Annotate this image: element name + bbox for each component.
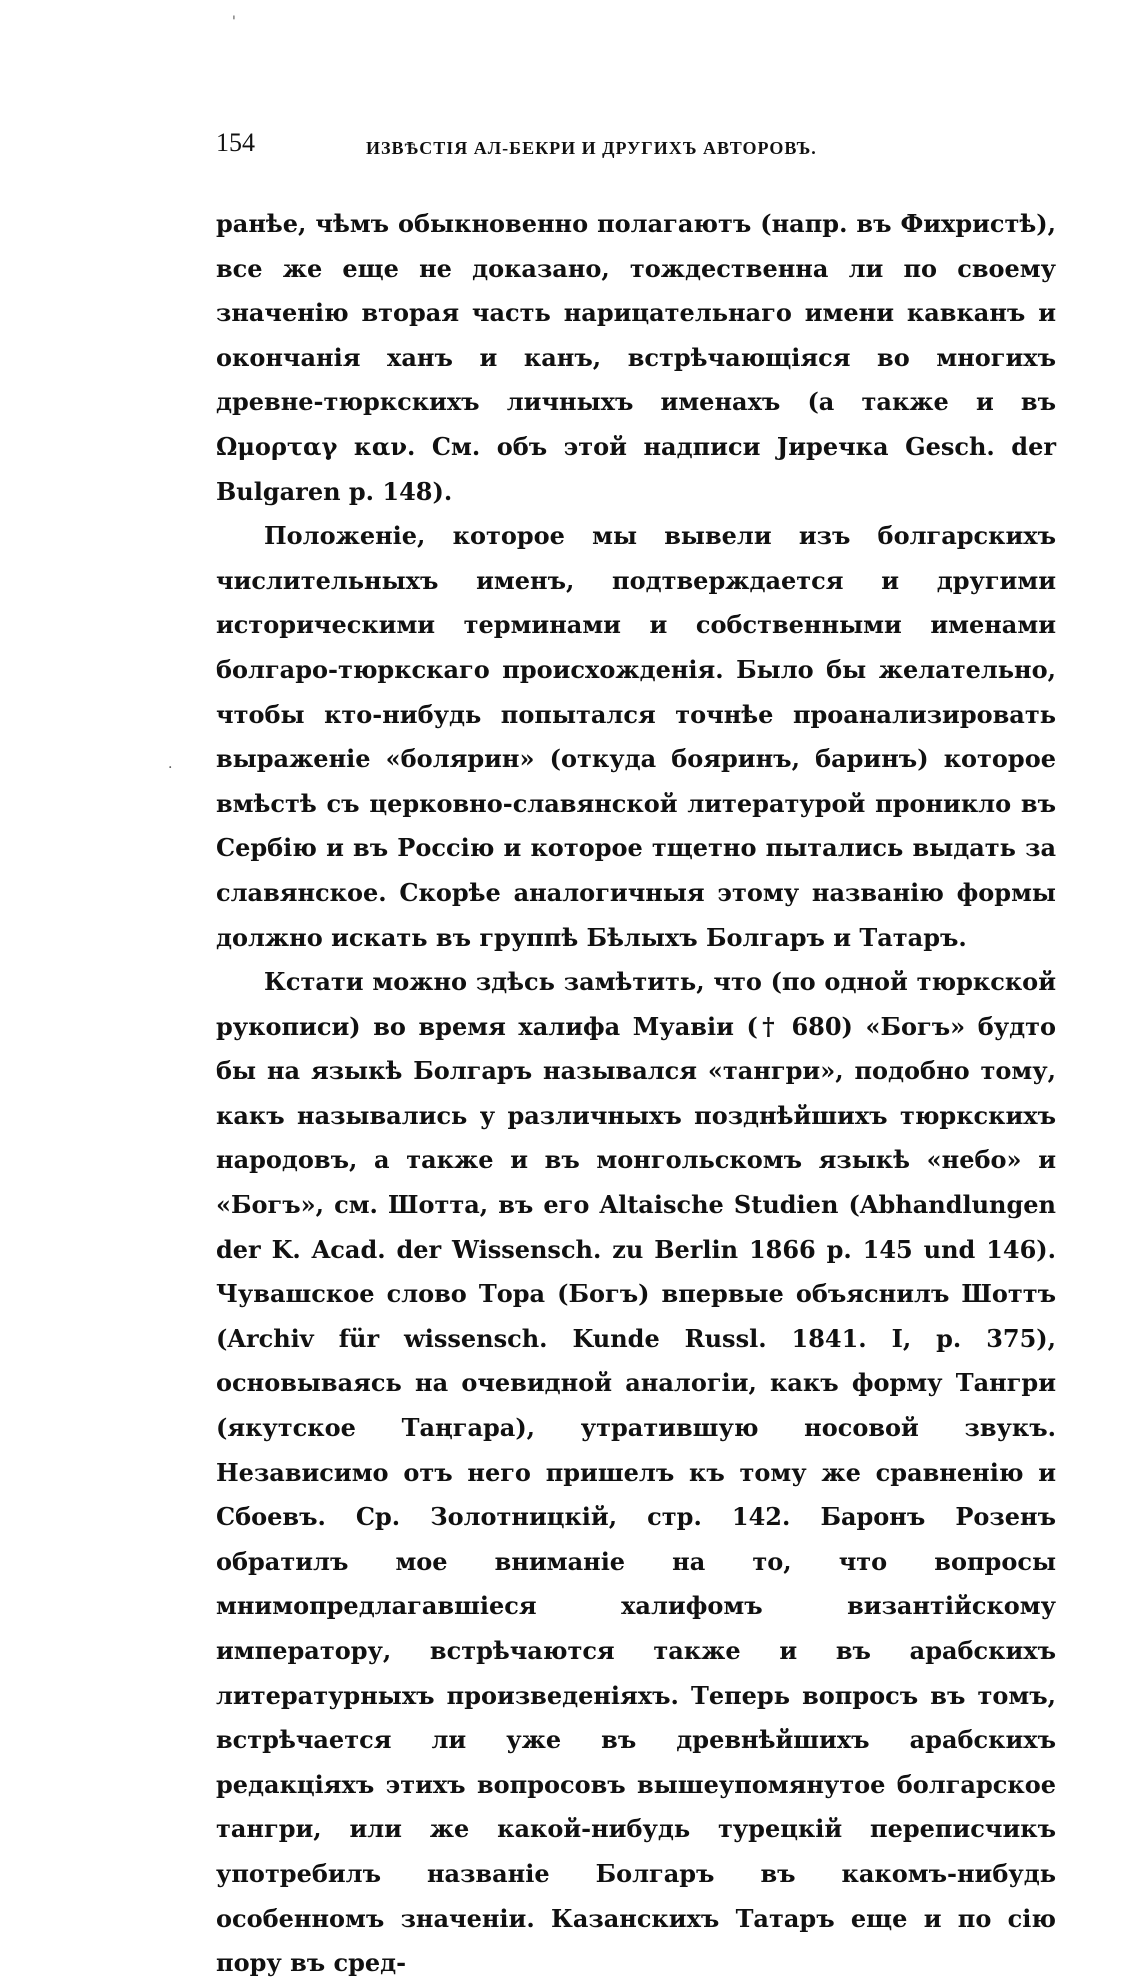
running-title: ИЗВѢСТІЯ АЛ-БЕКРИ И ДРУГИХЪ АВТОРОВЪ.	[366, 138, 817, 158]
book-page	[216, 128, 1056, 1986]
page-number: 154	[216, 128, 255, 157]
paragraph-bulgarian-terms: Положеніе, которое мы вывели изъ болгарскихъ числительныхъ именъ, подтверждается и другими историческими терминами и собственными именами болгаро-тюркскаго происхожденія. Было бы желательно, чтобы кто-нибудь попытался точнѣе проанализировать выраженіе «болярин» (откуда бояринъ, баринъ) которое вмѣстѣ съ церковно-славянской литературой проникло въ Сербію и въ Россію и которое тщетно пытались выдать за славянское. Скорѣе аналогичныя этому названію формы должно искать въ группѣ Бѣлыхъ Болгаръ и Татаръ.	[216, 521, 1056, 952]
edge-mark-top: '	[232, 14, 236, 30]
paragraph-continuation: ранѣе, чѣмъ обыкновенно полагаютъ (напр. въ Фихристѣ), все же еще не доказано, тождественна ли по своему значенію вторая часть нарицательнаго имени кавканъ и окончанія ханъ и канъ, встрѣчающіяся во многихъ древне-тюркскихъ личныхъ именахъ (а также и въ Ωμορταγ καν. См. объ этой надписи Jиречка Gesch. der Bulgaren p. 148).	[216, 209, 1056, 506]
edge-mark-left: .	[168, 756, 173, 772]
page-header	[216, 128, 1056, 168]
paragraph-tangri: Кстати можно здѣсь замѣтить, что (по одной тюркской рукописи) во время халифа Муавіи († 680) «Богъ» будто бы на языкѣ Болгаръ назывался «тангри», подобно тому, какъ назывались у различныхъ позднѣйшихъ тюркскихъ народовъ, а также и въ монгольскомъ языкѣ «небо» и «Богъ», см. Шотта, въ его Altaische Studien (Abhandlungen der K. Acad. der Wissensch. zu Berlin 1866 p. 145 und 146). Чувашское слово Тора (Богъ) впервые объяснилъ Шоттъ (Archiv für wissensch. Kunde Russl. 1841. I, p. 375), основываясь на очевидной аналогіи, какъ форму Тангри (якутское Таңгара), утратившую носовой звукъ. Независимо отъ него пришелъ къ тому же сравненію и Сбоевъ. Ср. Золотницкій, стр. 142. Баронъ Розенъ обратилъ мое вниманіе на то, что вопросы мнимопредлагавшіеся халифомъ византійскому императору, встрѣчаются также и въ арабскихъ литературныхъ произведеніяхъ. Теперь вопросъ въ томъ, встрѣчается ли уже въ древнѣйшихъ арабскихъ редакціяхъ этихъ вопросовъ вышеупомянутое болгарское тангри, или же какой-нибудь турецкій переписчикъ употребилъ названіе Болгаръ въ какомъ-нибудь особенномъ значеніи. Казанскихъ Татаръ еще и по сію пору въ сред-	[216, 967, 1056, 1978]
